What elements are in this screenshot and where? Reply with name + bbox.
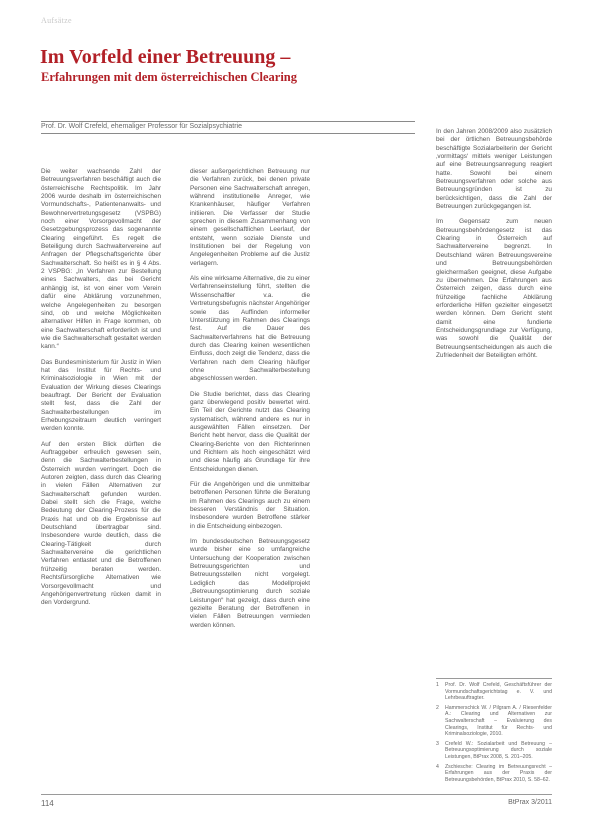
section-rubric: Aufsätze [41, 16, 72, 25]
footnote-text: Zschiesche: Clearing im Betreuungsrecht – Erfahrungen aus der Praxis der Betreuungsbehörden, BtPrax 2010, S. 58–62. [445, 763, 552, 783]
text-column-3 [436, 128, 552, 367]
paragraph: Im Gegensatz zum neuen Betreuungsbehördengesetz ist das Clearing in Österreich auf Sachwaltervereine begrenzt. In Deutschland wären Betreuungsvereine und Betreuungsbehörden gleichermaßen geeignet, diese Aufgabe zu übernehmen. Die Erfahrungen aus Österreich zeigen, dass durch eine frühzeitige fachliche Abklärung erforderliche Hilfen gezielter eingesetzt werden können. Dem Gericht steht damit eine fundierte Entscheidungsgrundlage zur Verfügung, was sowohl die Qualität der Betreuungsentscheidungen als auch die Zufriedenheit der Beteiligten erhöht. [436, 218, 552, 359]
article-title: Im Vorfeld einer Betreuung – [40, 46, 291, 68]
footnote-number: 4 [436, 763, 439, 770]
paragraph: Das Bundesministerium für Justiz in Wien hat das Institut für Rechts- und Kriminalsoziologie in Wien mit der Evaluation der Wirkung dieses Clearings beauftragt. Der Bericht der Evaluation stellt fest, dass die Zahl der Sachwalterbestellungen im Erhebungszeitraum deutlich verringert werden konnte. [41, 358, 161, 433]
footnote-text: Prof. Dr. Wolf Crefeld, Geschäftsführer der Vormundschaftsgerichtstag e. V. und Lehrbeauftragter. [445, 682, 552, 702]
paragraph: Die Studie berichtet, dass das Clearing ganz überwiegend positiv bewertet wird. Ein Teil der Gerichte nutzt das Clearing systematisch, während andere es nur in ausgewählten Fällen einsetzen. Der Bericht hebt hervor, dass die Qualität der Clearing-Berichte von den Richterinnen und Richtern als hoch eingeschätzt wird und diese häufig als Grundlage für ihre Entscheidungen dienen. [190, 390, 310, 473]
footnote-rule [436, 678, 552, 679]
paragraph: Die weiter wachsende Zahl der Betreuungsverfahren beschäftigt auch die österreichische Rechtspolitik. Im Jahr 2006 wurde deshalb im österreichischen Vormundschafts-, Patientenanwalts- und Bewohnervertretungsgesetz (VSPBG) noch einer Vorsorgevollmacht der Gesetzgebungsprozess das sogenannte Clearing eingeführt. Es regelt die Beteiligung durch Sachwaltervereine auf Anfragen der Pflegschaftsgerichte über Sachwalterschaft. So heißt es in § 4 Abs. 2 VSPBG: „In Verfahren zur Bestellung eines Sachwalters, das bei Gericht anhängig ist, ist von einer vom Verein dafür eine Abklärung vorzunehmen, welche Angelegenheiten zu besorgen sind, ob und welche Möglichkeiten alternativer Hilfen in Frage kommen, ob eine Sachwalterschaft erforderlich ist und wie die Sachwalterschaft gestaltet werden kann.“ [41, 168, 161, 351]
paragraph: dieser außergerichtlichen Betreuung nur die Verfahren zurück, bei denen private Personen eine Sachwalterschaft anregen, während institutionelle Anreger, wie Krankenhäuser, häufiger Verfahren initiieren. Die Verfasser der Studie sprechen in diesem Zusammenhang von einem gesellschaftlichen Leerlauf, der entsteht, wenn soziale Dienste und Institutionen bei der Regelung von Angelegenheiten Probleme auf die Justiz verlagern. [190, 168, 310, 267]
author-rule-bottom [41, 133, 415, 134]
author-line: Prof. Dr. Wolf Crefeld, ehemaliger Professor für Sozialpsychiatrie [41, 123, 243, 130]
footer-rule [41, 794, 552, 795]
paragraph: Im bundesdeutschen Betreuungsgesetz wurde bisher eine so umfangreiche Untersuchung der Kooperation zwischen Betreuungsgerichten und Betreuungsstellen nicht vorgelegt. Lediglich das Modellprojekt „Betreuungsoptimierung durch soziale Leistungen“ hat gezeigt, dass durch eine gezielte Beratung der Betroffenen in vielen Fällen Betreuungen vermieden werden können. [190, 538, 310, 629]
footnote [436, 741, 552, 761]
text-column-1 [41, 168, 161, 615]
footnote [436, 705, 552, 738]
footnote [436, 682, 552, 702]
footnote-number: 1 [436, 682, 439, 688]
paragraph: Als eine wirksame Alternative, die zu einer Verfahrenseinstellung führt, stellten die Wissenschaftler v.a. die Vertretungsbefugnis nächster Angehöriger sowie das Auffinden informeller Unterstützung im Rahmen des Clearings fest. Auf die Dauer des Sachwalterverfahrens hat die Betreuung durch das Clearing keinen wesentlichen Einfluss, doch zeigt die Tendenz, dass die Verfahren nach dem Clearing häufiger ohne Sachwalterbestellung abgeschlossen werden. [190, 275, 310, 383]
footnote-number: 2 [436, 704, 439, 711]
journal-issue: BtPrax 3/2011 [508, 799, 552, 806]
paragraph: In den Jahren 2008/2009 also zusätzlich bei der örtlichen Betreuungsbehörde beschäftigte Sozialarbeiterin der Gericht ‚vormittags‘ mittels weniger Leistungen auf eine Betreuungsanregung reagiert hatte. Sowohl bei einem Betreuungsverfahren oder solche aus Betreuungsgründen ist zu berücksichtigen, dass die Zahl der Betreuungen zurückgegangen ist. [436, 128, 552, 211]
author-rule-top [41, 121, 415, 122]
footnote [436, 764, 552, 784]
footnotes [436, 682, 552, 786]
text-column-2 [190, 168, 310, 637]
article-subtitle: Erfahrungen mit dem österreichischen Clearing [41, 70, 297, 84]
footnote-text: Hammerschick W. / Pilgram A. / Riesenfelder A.: Clearing und Alternativen zur Sachwalterschaft – Evaluierung des Clearings, Institut für Rechts- und Kriminalsoziologie, 2010. [445, 704, 552, 738]
paragraph: Für die Angehörigen und die unmittelbar betroffenen Personen führte die Beratung im Rahmen des Clearings auch zu einem besseren Verständnis der Situation. Insbesondere wurden Betroffene stärker in die Entscheidung einbezogen. [190, 481, 310, 530]
footnote-number: 3 [436, 740, 439, 747]
page-number: 114 [41, 799, 54, 808]
paragraph: Auf den ersten Blick dürften die Auftraggeber erfreulich gewesen sein, denn die Sachwalterbestellungen in Österreich wurden verringert. Doch die Autoren zeigten, dass durch das Clearing in vielen Fällen Alternativen zur Sachwalterschaft gefunden wurden. Dabei stellt sich die Frage, welche Bedeutung der Clearing-Prozess für die Praxis hat und ob die Ergebnisse auf Deutschland übertragbar sind. Insbesondere wurde deutlich, dass die Clearing-Tätigkeit durch Sachwaltervereine die gerichtlichen Verfahren entlastet und die Betroffenen frühzeitig beraten werden. Rechtsfürsorgliche Alternativen wie Vorsorgevollmacht und Angehörigenvertretung rücken damit in den Vordergrund. [41, 440, 161, 607]
footnote-text: Crefeld W.: Sozialarbeit und Betreuung – Betreuungsoptimierung durch soziale Leistungen, BtPrax 2008, S. 201–205. [445, 740, 552, 760]
